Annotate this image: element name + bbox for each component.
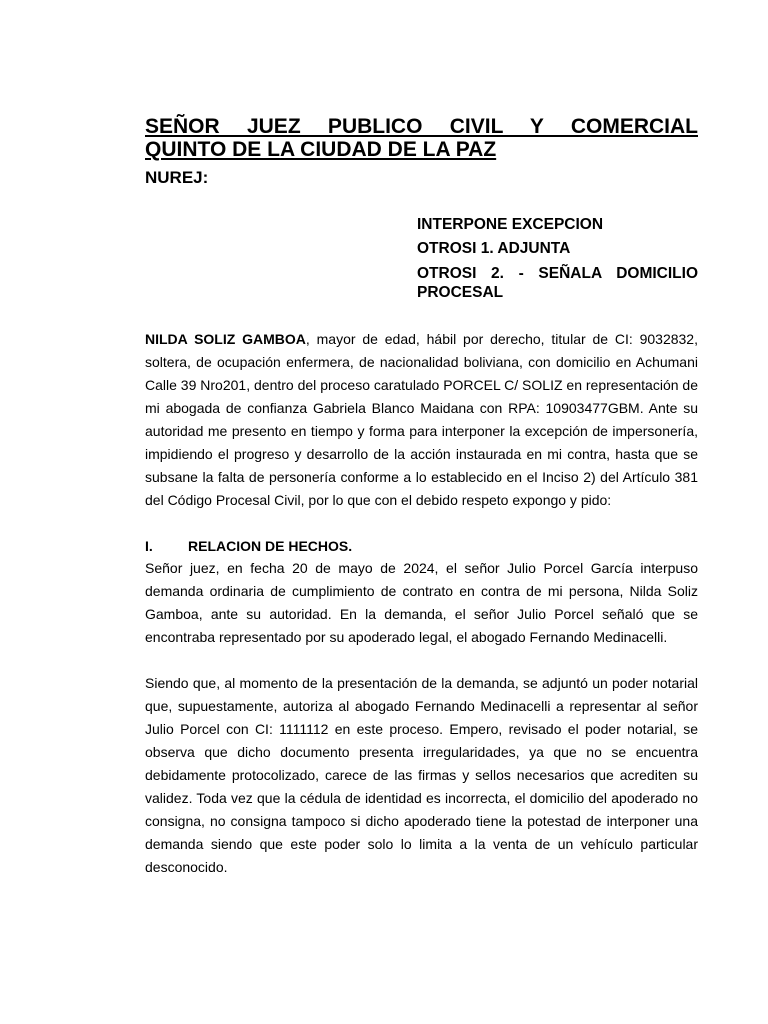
heading-line-1: SEÑOR JUEZ PUBLICO CIVIL Y COMERCIAL xyxy=(145,115,698,138)
intro-paragraph xyxy=(145,328,698,512)
intro-paragraph-text: , mayor de edad, hábil por derecho, titular de CI: 9032832, soltera, de ocupación enfermera, de nacionalidad boliviana, con domicilio en Achumani Calle 39 Nro201, dentro del proceso caratulado PORCEL C/ SOLIZ en representación de mi abogada de confianza Gabriela Blanco Maidana con RPA: 10903477GBM. Ante su autoridad me presento en tiempo y forma para interponer la excepción de impersonería, impidiendo el progreso y desarrollo de la acción instaurada en mi contra, hasta que se subsane la falta de personería conforme a lo establecido en el Inciso 2) del Artículo 381 del Código Procesal Civil, por lo que con el debido respeto expongo y pido: xyxy=(145,331,698,508)
sumilla-item: OTROSI 2. - SEÑALA DOMICILIO PROCESAL xyxy=(417,265,698,301)
heading-line-2: QUINTO DE LA CIUDAD DE LA PAZ xyxy=(145,138,497,161)
facts-paragraph-1: Señor juez, en fecha 20 de mayo de 2024, el señor Julio Porcel García interpuso demanda ordinaria de cumplimiento de contrato en contra de mi persona, Nilda Soliz Gamboa, ante su autoridad. En la demanda, el señor Julio Porcel señaló que se encontraba representado por su apoderado legal, el abogado Fernando Medinacelli. xyxy=(145,560,698,645)
sumilla-item: INTERPONE EXCEPCION xyxy=(417,216,604,233)
section-heading xyxy=(145,535,698,558)
section-number: I. xyxy=(145,538,153,554)
nurej-label: NUREJ: xyxy=(145,168,209,187)
sumilla-item: OTROSI 1. ADJUNTA xyxy=(417,240,571,257)
facts-paragraph-2: Siendo que, al momento de la presentación de la demanda, se adjuntó un poder notarial que, supuestamente, autoriza al abogado Fernando Medinacelli a representar al señor Julio Porcel con CI: 1111112 en este proceso. Empero, revisado el poder notarial, se observa que dicho documento presenta irregularidades, ya que no se encuentra debidamente protocolizado, carece de las firmas y sellos necesarios que acrediten su validez. Toda vez que la cédula de identidad es incorrecta, el domicilio del apoderado no consigna, no consigna tampoco si dicho apoderado tiene la potestad de interponer una demanda siendo que este poder solo lo limita a la venta de un vehículo particular desconocido. xyxy=(145,675,698,875)
section-title: RELACION DE HECHOS. xyxy=(188,538,353,554)
party-name: NILDA SOLIZ GAMBOA xyxy=(145,331,306,347)
